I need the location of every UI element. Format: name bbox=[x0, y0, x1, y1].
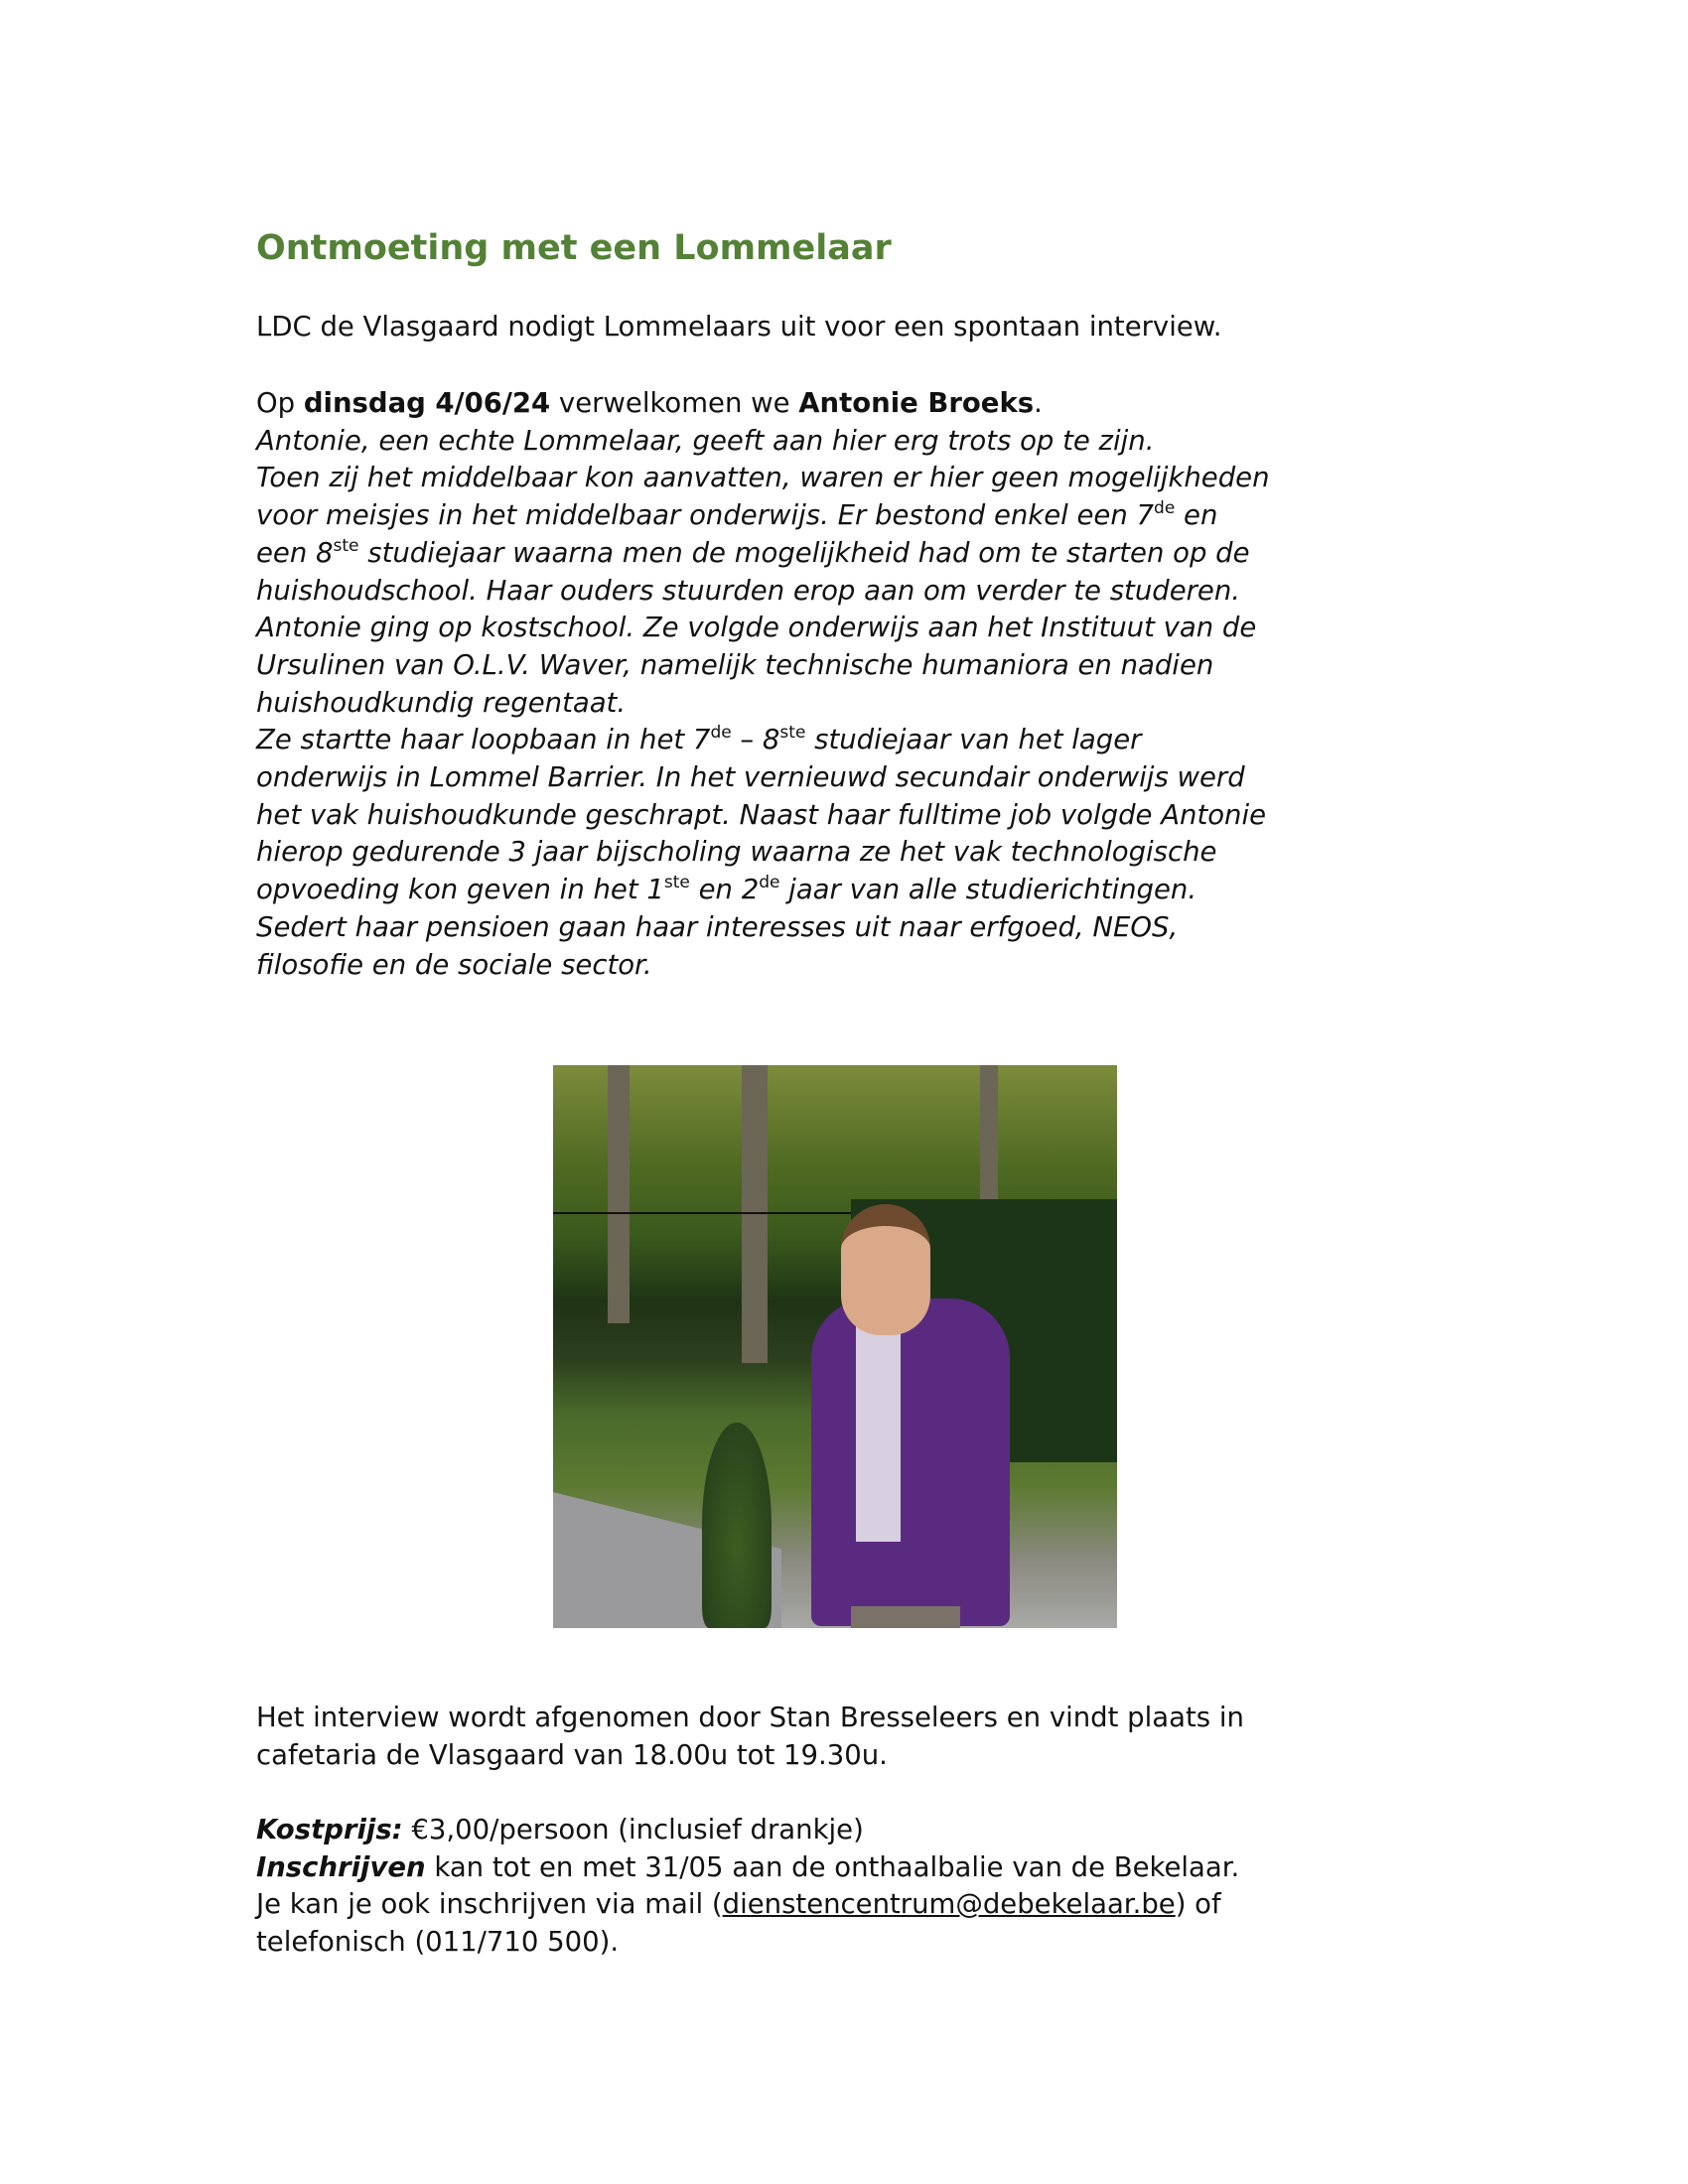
text-line bbox=[256, 1849, 1239, 1887]
text-segment: studiejaar van het lager bbox=[805, 724, 1142, 756]
text-segment: voor meisjes in het middelbaar onderwijs. Er bestond enkel een 7 bbox=[256, 499, 1155, 532]
superscript: de bbox=[1154, 498, 1176, 519]
text-segment: verwelkomen we bbox=[550, 387, 799, 419]
text-segment: ) of bbox=[1175, 1888, 1221, 1921]
text-segment: . bbox=[1034, 387, 1043, 419]
text-segment: Ursulinen van O.L.V. Waver, namelijk technische humaniora en nadien bbox=[256, 648, 1214, 681]
interview-info-paragraph bbox=[256, 1700, 1244, 1774]
text-segment: huishoudschool. Haar ouders stuurden erop aan om verder te studeren. bbox=[256, 574, 1241, 607]
text-segment: LDC de Vlasgaard nodigt Lommelaars uit voor een spontaan interview. bbox=[256, 311, 1222, 342]
page-title: Ontmoeting met een Lommelaar bbox=[256, 228, 892, 268]
text-line bbox=[256, 1812, 1239, 1849]
text-line bbox=[256, 423, 1270, 461]
text-line bbox=[256, 309, 1221, 346]
text-segment: het vak huishoudkunde geschrapt. Naast haar fulltime job volgde Antonie bbox=[256, 798, 1267, 831]
email-link[interactable]: dienstencentrum@debekelaar.be bbox=[722, 1888, 1176, 1921]
superscript: ste bbox=[663, 873, 690, 893]
text-segment: Je kan je ook inschrijven via mail ( bbox=[256, 1888, 723, 1921]
registration-paragraph bbox=[256, 1812, 1239, 1962]
text-segment: studiejaar waarna men de mogelijkheid had om te starten op de bbox=[358, 536, 1250, 569]
superscript: ste bbox=[333, 535, 359, 556]
text-line bbox=[256, 797, 1270, 835]
text-line bbox=[256, 647, 1270, 685]
text-segment: – 8 bbox=[731, 724, 780, 756]
text-segment: dinsdag 4/06/24 bbox=[303, 387, 551, 419]
portrait-photo bbox=[553, 1065, 1117, 1628]
text-segment: Ze startte haar loopbaan in het 7 bbox=[256, 724, 711, 756]
text-segment: jaar van alle studierichtingen. bbox=[779, 874, 1197, 906]
text-segment: Kostprijs: bbox=[256, 1814, 403, 1845]
text-segment: onderwijs in Lommel Barrier. In het vernieuwd secundair onderwijs werd bbox=[256, 761, 1245, 794]
superscript: de bbox=[759, 873, 780, 893]
text-segment: Op bbox=[256, 387, 304, 419]
text-line bbox=[256, 909, 1270, 947]
text-segment: filosofie en de sociale sector. bbox=[256, 948, 652, 981]
text-line bbox=[256, 460, 1270, 497]
text-line bbox=[256, 685, 1270, 723]
text-segment: en bbox=[1175, 499, 1218, 532]
text-line bbox=[256, 872, 1270, 909]
text-segment: en 2 bbox=[689, 874, 760, 906]
text-segment: Antonie ging op kostschool. Ze volgde onderwijs aan het Instituut van de bbox=[256, 612, 1257, 644]
text-line bbox=[256, 535, 1270, 573]
text-line bbox=[256, 385, 1270, 423]
text-line bbox=[256, 759, 1270, 797]
text-segment: Toen zij het middelbaar kon aanvatten, waren er hier geen mogelijkheden bbox=[256, 462, 1270, 494]
text-segment: Inschrijven bbox=[256, 1850, 426, 1883]
text-segment: kan tot en met 31/05 aan de onthaalbalie van de Bekelaar. bbox=[425, 1850, 1240, 1883]
text-segment: Antonie Broeks bbox=[798, 387, 1035, 419]
text-line bbox=[256, 1737, 1244, 1775]
text-line bbox=[256, 1886, 1239, 1924]
text-line bbox=[256, 497, 1270, 535]
text-line bbox=[256, 1700, 1244, 1737]
text-segment: Het interview wordt afgenomen door Stan Bresseleers en vindt plaats in bbox=[256, 1702, 1244, 1733]
text-line bbox=[256, 947, 1270, 985]
superscript: de bbox=[710, 723, 732, 744]
intro-paragraph bbox=[256, 309, 1221, 346]
text-segment: Antonie, een echte Lommelaar, geeft aan hier erg trots op te zijn. bbox=[256, 424, 1155, 457]
text-line bbox=[256, 1924, 1239, 1962]
superscript: ste bbox=[779, 723, 806, 744]
text-segment: opvoeding kon geven in het 1 bbox=[256, 874, 664, 906]
text-line bbox=[256, 722, 1270, 759]
bio-paragraph bbox=[256, 385, 1270, 984]
text-line bbox=[256, 834, 1270, 872]
text-segment: huishoudkundig regentaat. bbox=[256, 686, 627, 719]
text-segment: €3,00/persoon (inclusief drankje) bbox=[402, 1814, 864, 1845]
text-line bbox=[256, 573, 1270, 611]
text-segment: Sedert haar pensioen gaan haar interesses uit naar erfgoed, NEOS, bbox=[256, 910, 1179, 943]
text-segment: hierop gedurende 3 jaar bijscholing waarna ze het vak technologische bbox=[256, 836, 1217, 869]
text-segment: een 8 bbox=[256, 536, 334, 569]
text-segment: cafetaria de Vlasgaard van 18.00u tot 19.30u. bbox=[256, 1738, 888, 1771]
text-segment: telefonisch (011/710 500). bbox=[256, 1926, 620, 1959]
text-line bbox=[256, 610, 1270, 647]
